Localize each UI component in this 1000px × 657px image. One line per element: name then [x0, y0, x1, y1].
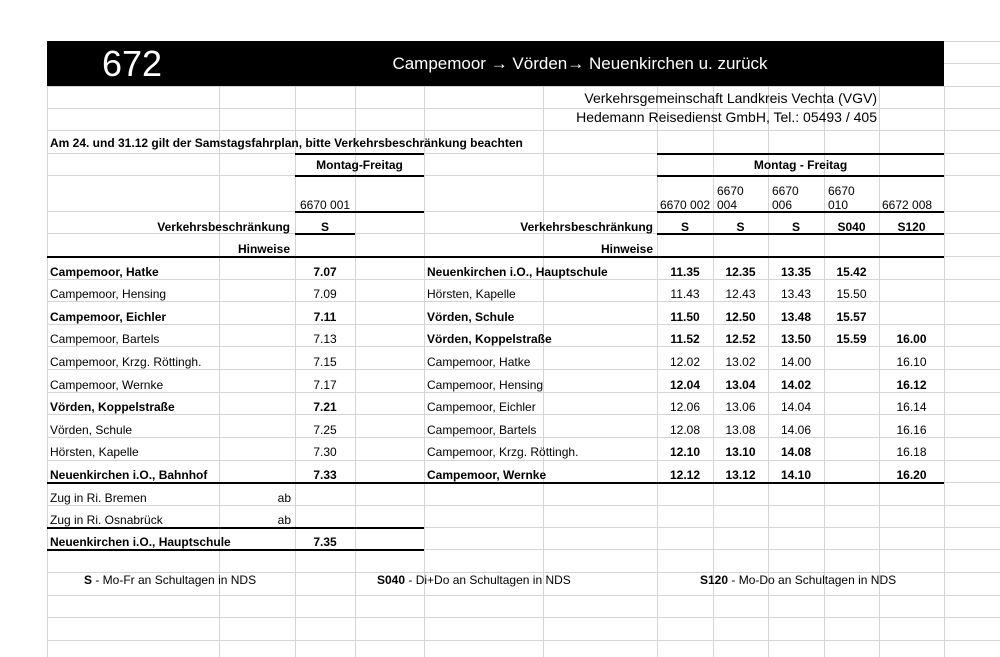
departure-time: 13.35 [780, 265, 812, 279]
departure-time: 14.10 [780, 468, 812, 482]
train-connection: Zug in Ri. Bremen [50, 491, 147, 505]
departure-time: 16.12 [896, 378, 927, 392]
departure-time: 12.43 [725, 287, 756, 301]
rule [295, 233, 355, 235]
departure-time: 12.04 [669, 378, 701, 392]
trip-number: 6670 [772, 184, 799, 198]
departure-time: 7.30 [313, 445, 337, 459]
right-day-header: Montag - Freitag [753, 158, 848, 172]
stop-name: Campemoor, Hatke [50, 265, 159, 279]
restriction-code: S [791, 220, 800, 234]
stop-name: Campemoor, Hatke [427, 355, 531, 369]
departure-time: 12.52 [725, 332, 756, 346]
departure-time: 15.57 [836, 310, 867, 324]
operator-line-1: Verkehrsgemeinschaft Landkreis Vechta (VGV) [584, 90, 877, 106]
legend-code: S040 [377, 573, 406, 587]
departure-time: 7.13 [313, 332, 337, 346]
departure-time: 16.00 [896, 332, 927, 346]
rule [295, 175, 424, 177]
restriction-code: S [680, 220, 689, 234]
departure-time: 15.50 [836, 287, 867, 301]
stop-name: Campemoor, Bartels [50, 332, 160, 346]
stop-name: Hörsten, Kapelle [427, 287, 516, 301]
stop-name: Campemoor, Eichler [50, 310, 167, 324]
stop-name: Campemoor, Hensing [50, 287, 167, 301]
departure-time: 14.08 [780, 445, 812, 459]
right-hints-label: Hinweise [600, 242, 653, 256]
rule [47, 256, 944, 258]
departure-time: 11.52 [670, 332, 700, 346]
departure-time: 13.48 [780, 310, 812, 324]
rule [295, 153, 424, 155]
departure-time: 11.50 [670, 310, 700, 324]
legend-item [377, 573, 571, 587]
departure-time: 14.04 [780, 400, 812, 414]
departure-time: 14.02 [780, 378, 812, 392]
departure-time: 12.12 [669, 468, 701, 482]
departure-time: 11.43 [670, 287, 700, 301]
left-restriction-label: Verkehrsbeschränkung [157, 220, 290, 234]
departure-time: 7.07 [313, 265, 337, 279]
train-connection: Zug in Ri. Osnabrück [50, 513, 163, 527]
departure-time: 15.59 [836, 332, 867, 346]
trip-number: 006 [772, 198, 793, 212]
departure-time: 7.33 [313, 468, 337, 482]
left-day-header: Montag-Freitag [316, 158, 403, 172]
departure-time: 12.10 [669, 445, 701, 459]
legend-text: - Mo-Fr an Schultagen in NDS [92, 573, 257, 587]
departure-time: 13.02 [725, 355, 756, 369]
stop-name: Vörden, Schule [50, 423, 133, 437]
departure-time: 16.16 [896, 423, 927, 437]
stop-name: Neuenkirchen i.O., Hauptschule [427, 265, 608, 279]
stop-name: Campemoor, Krzg. Röttingh. [50, 355, 202, 369]
stop-name: Campemoor, Eichler [427, 400, 536, 414]
departure-time: 16.10 [896, 355, 927, 369]
rule [295, 211, 424, 213]
trip-number: 010 [828, 198, 849, 212]
departure-time: 14.00 [780, 355, 812, 369]
restriction-code: S [736, 220, 745, 234]
rule [47, 482, 944, 484]
right-restriction-label: Verkehrsbeschränkung [520, 220, 653, 234]
operator-line-2: Hedemann Reisedienst GmbH, Tel.: 05493 / 405 [576, 109, 877, 125]
departure-time: 7.11 [313, 310, 337, 324]
rule [47, 549, 424, 551]
stop-name: Campemoor, Bartels [427, 423, 537, 437]
restriction-code: S120 [897, 220, 926, 234]
rule [657, 175, 944, 177]
stop-name: Campemoor, Hensing [427, 378, 544, 392]
departure-mark: ab [277, 491, 291, 505]
trip-number: 6670 [717, 184, 744, 198]
stop-name: Vörden, Koppelstraße [427, 332, 552, 346]
stop-name: Hörsten, Kapelle [50, 445, 139, 459]
departure-time: 11.35 [670, 265, 700, 279]
departure-time: 16.18 [896, 445, 927, 459]
departure-time: 7.25 [313, 423, 337, 437]
departure-time: 7.35 [313, 535, 337, 549]
departure-time: 7.21 [313, 400, 337, 414]
departure-time: 13.10 [725, 445, 756, 459]
legend-text: - Mo-Do an Schultagen in NDS [728, 573, 897, 587]
trip-number: 6670 [828, 184, 855, 198]
left-hints-label: Hinweise [237, 242, 290, 256]
holiday-notice: Am 24. und 31.12 gilt der Samstagsfahrplan, bitte Verkehrsbeschränkung beachten [50, 136, 523, 150]
departure-time: 14.06 [780, 423, 812, 437]
departure-time: 13.08 [725, 423, 756, 437]
departure-mark: ab [277, 513, 291, 527]
rule [657, 153, 944, 155]
restriction-code: S040 [837, 220, 866, 234]
departure-time: 16.14 [896, 400, 927, 414]
stop-name: Campemoor, Wernke [50, 378, 164, 392]
departure-time: 12.06 [669, 400, 701, 414]
departure-time: 15.42 [836, 265, 867, 279]
left-trip-number: 6670 001 [300, 198, 351, 212]
trip-number: 6670 002 [660, 198, 711, 212]
departure-time: 7.17 [313, 378, 337, 392]
departure-time: 12.50 [725, 310, 756, 324]
route-title: Campemoor → Vörden→ Neuenkirchen u. zurück [392, 54, 768, 73]
departure-time: 12.35 [725, 265, 756, 279]
legend-code: S120 [700, 573, 729, 587]
rule [47, 527, 424, 529]
departure-time: 13.06 [725, 400, 756, 414]
departure-time: 13.50 [780, 332, 812, 346]
departure-time: 7.09 [313, 287, 337, 301]
left-restriction: S [320, 220, 329, 234]
departure-time: 7.15 [313, 355, 337, 369]
stop-name: Neuenkirchen i.O., Bahnhof [50, 468, 208, 482]
departure-time: 12.02 [669, 355, 701, 369]
trip-number: 004 [717, 198, 738, 212]
stop-name: Neuenkirchen i.O., Hauptschule [50, 535, 231, 549]
trip-number: 6672 008 [882, 198, 933, 212]
legend-text: - Di+Do an Schultagen in NDS [405, 573, 571, 587]
line-number: 672 [102, 43, 163, 84]
legend-code: S [84, 573, 93, 587]
stop-name: Vörden, Schule [427, 310, 515, 324]
rule [657, 211, 944, 213]
stop-name: Campemoor, Wernke [427, 468, 547, 482]
legend-item [700, 573, 896, 587]
departure-time: 13.43 [780, 287, 812, 301]
rule [657, 233, 944, 235]
legend-item [84, 573, 256, 587]
departure-time: 13.04 [725, 378, 756, 392]
stop-name: Campemoor, Krzg. Röttingh. [427, 445, 579, 459]
stop-name: Vörden, Koppelstraße [50, 400, 175, 414]
departure-time: 12.08 [669, 423, 701, 437]
departure-time: 13.12 [725, 468, 756, 482]
departure-time: 16.20 [896, 468, 927, 482]
